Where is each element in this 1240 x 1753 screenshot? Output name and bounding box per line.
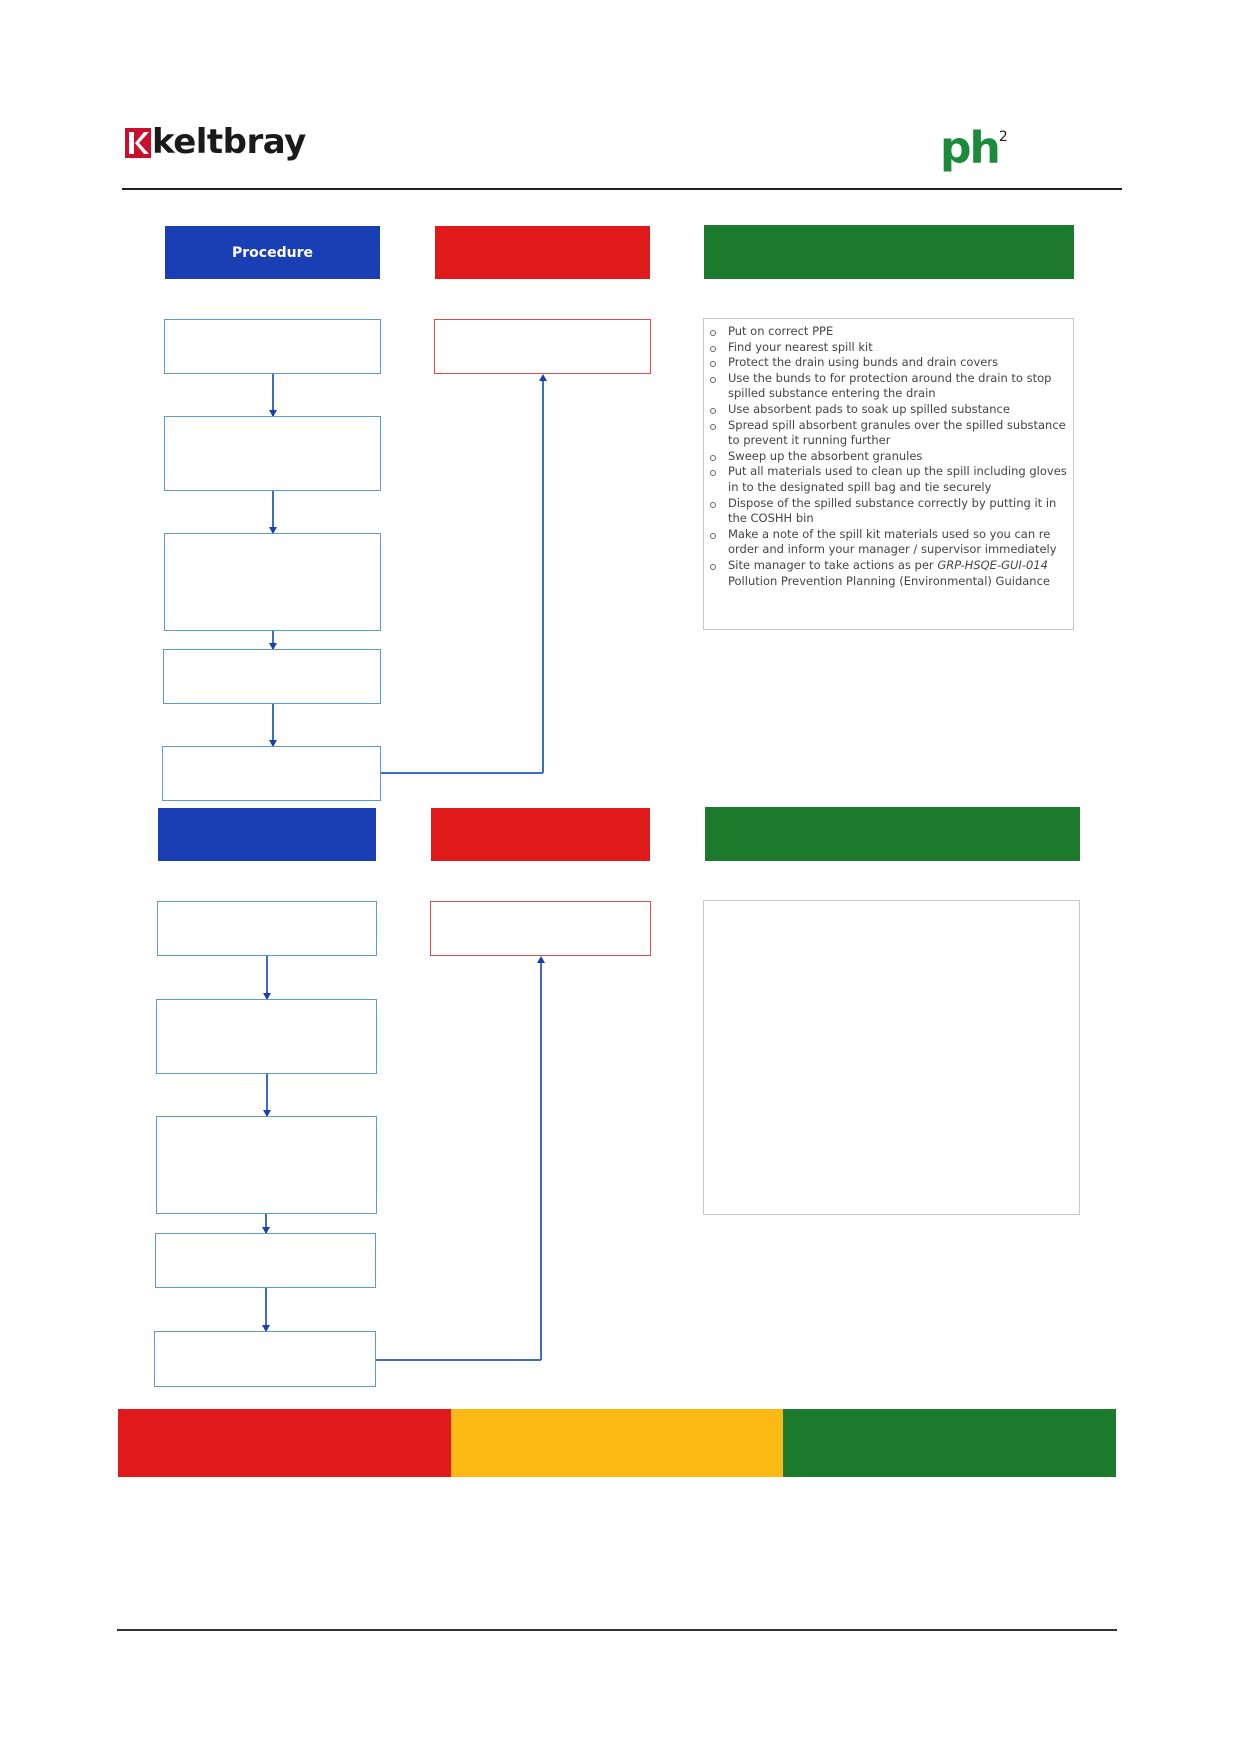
response-last-suffix: Pollution Prevention Planning (Environmental) Guidance — [728, 573, 1050, 588]
section2-step-1 — [157, 901, 377, 956]
section1-incident-header — [435, 226, 650, 279]
response-item: Protect the drain using bunds and drain covers — [706, 355, 1076, 371]
legend-green-block — [783, 1409, 1116, 1477]
header-rule — [122, 188, 1122, 190]
response-item: Put on correct PPE — [706, 324, 1076, 340]
section1-step-3 — [164, 533, 381, 631]
response-item: Find your nearest spill kit — [706, 340, 1076, 356]
section2-step-4 — [155, 1233, 376, 1288]
response-item-last — [706, 558, 1076, 589]
section2-response-header — [705, 807, 1080, 861]
section2-step-5 — [154, 1331, 376, 1387]
section2-procedure-header — [158, 808, 376, 861]
response-item: Use the bunds to for protection around the drain to stop spilled substance entering the drain — [706, 371, 1076, 402]
section2-incident-header — [431, 808, 650, 861]
response-item: Use absorbent pads to soak up spilled substance — [706, 402, 1076, 418]
response-last-ref: GRP-HSQE-GUI-014 — [937, 557, 1048, 572]
section2-response-box — [703, 900, 1080, 1215]
response-item: Make a note of the spill kit materials used so you can re order and inform your manager / supervisor immediately — [706, 527, 1076, 558]
section1-incident-box — [434, 319, 651, 374]
legend-amber-block — [451, 1409, 783, 1477]
section1-step-4 — [163, 649, 381, 704]
section2-step-2 — [156, 999, 377, 1074]
partner-logo — [940, 118, 1008, 174]
section2-return-line — [376, 1359, 541, 1361]
partner-logo-text: ph — [940, 122, 999, 174]
response-item: Dispose of the spilled substance correctly by putting it in the COSHH bin — [706, 496, 1076, 527]
section1-response-list — [706, 324, 1076, 589]
section1-procedure-header — [165, 226, 380, 279]
section2-step-3 — [156, 1116, 377, 1214]
section1-step-1 — [164, 319, 381, 374]
section2-incident-box — [430, 901, 651, 956]
section1-step-2 — [164, 416, 381, 491]
section1-procedure-label: Procedure — [232, 244, 313, 261]
section1-return-line — [381, 772, 543, 774]
partner-logo-sup: 2 — [998, 129, 1008, 145]
keltbray-k-icon — [125, 128, 151, 158]
section2-return-riser — [540, 962, 542, 1360]
legend-red-block — [118, 1409, 451, 1477]
brand-logo-text: keltbray — [152, 122, 306, 162]
section1-return-arrow-icon — [539, 374, 547, 381]
response-item: Spread spill absorbent granules over the spilled substance to prevent it running further — [706, 418, 1076, 449]
section1-return-riser — [542, 380, 544, 773]
response-item: Sweep up the absorbent granules — [706, 449, 1076, 465]
response-last-prefix: Site manager to take actions as per — [728, 557, 938, 572]
response-item: Put all materials used to clean up the spill including gloves in to the designated spill bag and tie securely — [706, 464, 1076, 495]
section1-step-5 — [162, 746, 381, 801]
footer-rule — [117, 1629, 1117, 1631]
section1-response-header — [704, 225, 1074, 279]
section2-return-arrow-icon — [537, 956, 545, 963]
